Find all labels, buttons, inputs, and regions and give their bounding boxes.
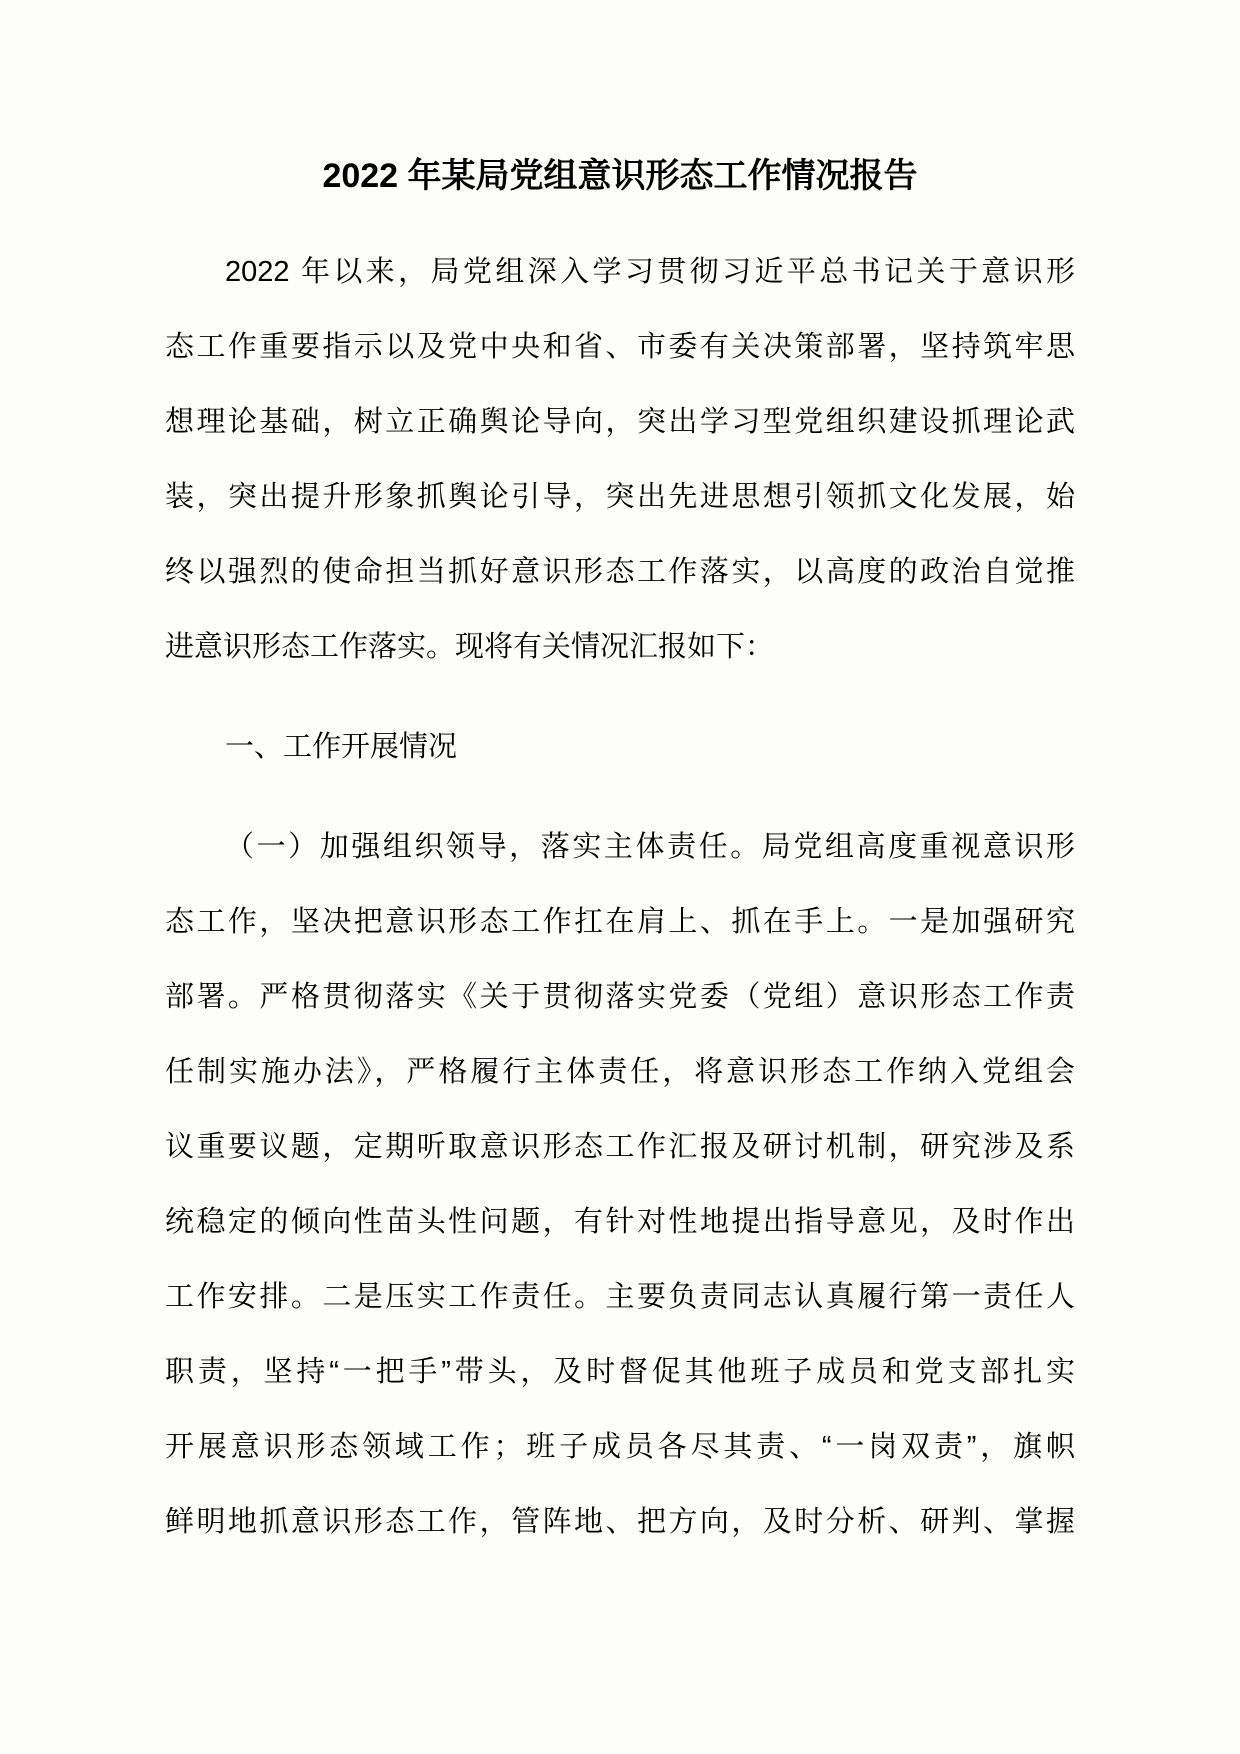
document-title: 2022 年某局党组意识形态工作情况报告 xyxy=(322,157,918,195)
text-line: 想理论基础，树立正确舆论导向，突出学习型党组织建设抓理论武 xyxy=(165,406,1075,438)
text-line: 态工作，坚决把意识形态工作扛在肩上、抓在手上。一是加强研究 xyxy=(165,906,1075,938)
section-heading-work-progress xyxy=(165,710,1075,785)
text-line: 2022 年以来，局党组深入学习贯彻习近平总书记关于意识形 xyxy=(225,256,1075,288)
text-line: 职责，坚持“一把手”带头，及时督促其他班子成员和党支部扎实 xyxy=(165,1356,1075,1388)
paragraph-intro xyxy=(165,235,1075,685)
section-heading-text: 一、工作开展情况 xyxy=(225,731,458,763)
text-line: 终以强烈的使命担当抓好意识形态工作落实，以高度的政治自觉推 xyxy=(165,556,1075,588)
text-line: 任制实施办法》，严格履行主体责任，将意识形态工作纳入党组会 xyxy=(165,1056,1075,1088)
text-line: 统稳定的倾向性苗头性问题，有针对性地提出指导意见，及时作出 xyxy=(165,1206,1075,1238)
text-line: 装，突出提升形象抓舆论引导，突出先进思想引领抓文化发展，始 xyxy=(165,481,1075,513)
text-line: 鲜明地抓意识形态工作，管阵地、把方向，及时分析、研判、掌握 xyxy=(165,1506,1075,1538)
text-line: 态工作重要指示以及党中央和省、市委有关决策部署，坚持筑牢思 xyxy=(165,331,1075,363)
text-line: 进意识形态工作落实。现将有关情况汇报如下： xyxy=(165,631,775,663)
text-line: 部署。严格贯彻落实《关于贯彻落实党委（党组）意识形态工作责 xyxy=(165,981,1075,1013)
text-line: 议重要议题，定期听取意识形态工作汇报及研讨机制，研究涉及系 xyxy=(165,1131,1075,1163)
paragraph-section-one xyxy=(165,810,1075,1560)
text-line: （一）加强组织领导，落实主体责任。局党组高度重视意识形 xyxy=(225,831,1075,863)
document-content xyxy=(165,155,1075,1560)
text-line: 开展意识形态领域工作；班子成员各尽其责、“一岗双责”，旗帜 xyxy=(165,1431,1075,1463)
text-line: 工作安排。二是压实工作责任。主要负责同志认真履行第一责任人 xyxy=(165,1281,1075,1313)
